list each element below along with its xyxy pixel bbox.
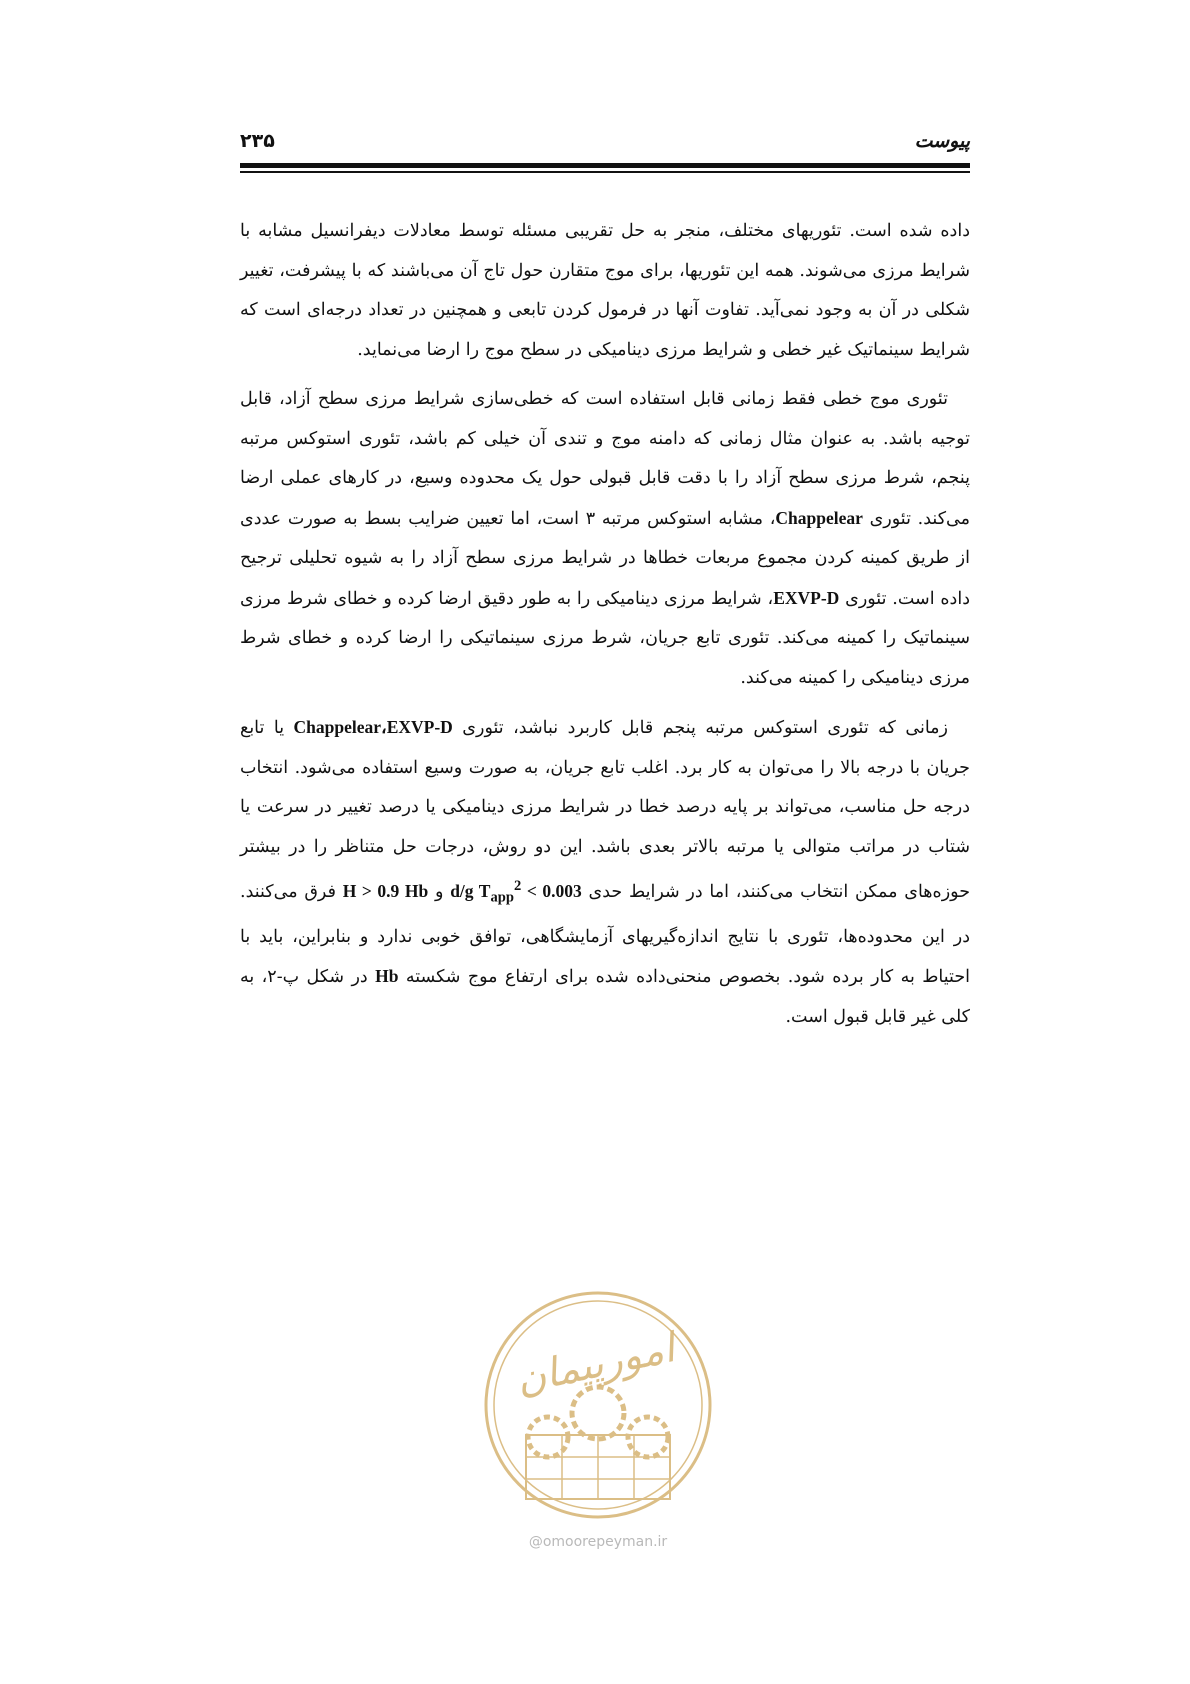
paragraph-3-text-d: فرق می‌کنند. در این محدوده‌ها، تئوری با نتایج اندازه‌گیریهای آزمایشگاهی، توافق خوبی ندارد و بنابراین، باید با احتیاط به کار برده شود. بخصوص منحنی‌داده شده برای ارتفاع موج شکسته	[240, 881, 970, 988]
paragraph-2	[240, 380, 970, 698]
paragraph-2-text-a: تئوری موج خطی فقط زمانی قابل استفاده است که خطی‌سازی شرایط مرزی سطح آزاد، قابل توجیه باشد. به عنوان مثال زمانی که دامنه موج و تندی آن خیلی کم باشد، تئوری استوکس مرتبه پنجم، شرط مرزی سطح آزاد را با دقت قابل قبولی حول یک محدوده وسیع، در کارهای عملی ارضا می‌کند. تئوری	[240, 389, 970, 529]
paragraph-3-text-c: و	[428, 881, 451, 902]
header-rule-thick	[240, 163, 970, 168]
paragraph-2-text-c: ، شرایط مرزی دینامیکی را به طور دقیق ارضا کرده و خطای شرط مرزی سینماتیک را کمینه می‌کند. تئوری تابع جریان، شرط مرزی سینماتیکی را ارضا کرده و خطای شرط مرزی دینامیکی را کمینه می‌کند.	[240, 588, 970, 688]
page-header	[240, 128, 970, 154]
running-title: پیوست	[914, 130, 970, 152]
paragraph-3-text-a: زمانی که تئوری استوکس مرتبه پنجم قابل کاربرد نباشد، تئوری	[452, 718, 948, 738]
term-exvp-d: EXVP-D	[386, 717, 453, 737]
formula-1-sub: app	[490, 889, 514, 906]
paragraph-3	[240, 708, 970, 1037]
watermark-seal	[478, 1285, 718, 1525]
body-text	[240, 212, 970, 1047]
paragraph-1-text: داده شده است. تئوریهای مختلف، منجر به حل تقریبی مسئله توسط معادلات دیفرانسیل مشابه با شرایط مرزی می‌شوند. همه این تئوریها، برای موج متقارن حول تاج آن می‌باشند که با پیشرفت، تغییر شکلی در آن به وجود نمی‌آید. تفاوت آنها در فرمول کردن تابعی و همچنین در تعداد درجه‌ای است که شرایط سینماتیک غیر خطی و شرایط مرزی دینامیکی در سطح موج را ارضا می‌نماید.	[240, 221, 970, 360]
term-hb: Hb	[375, 966, 399, 987]
paragraph-3-text-b: یا تابع جریان با درجه بالا را می‌توان به کار برد. اغلب تابع جریان، به صورت وسیع استفاده می‌شود. انتخاب درجه حل مناسب، می‌تواند بر پایه درصد خطا در شرایط مرزی دینامیکی یا درصد تغییر در سرعت یا شتاب در مراتب متوالی یا مرتبه بالاتر بعدی باشد. این دو روش، درجات حل متناظر را در بیشتر حوزه‌های ممکن انتخاب می‌کنند، اما در شرایط حدی	[240, 718, 971, 902]
page-number: ۲۳۵	[240, 130, 275, 152]
formula-depth-ratio	[450, 878, 582, 906]
formula-wave-height: H > 0.9 Hb	[342, 880, 429, 901]
paragraph-1	[240, 212, 970, 370]
watermark-url: @omoorepeyman.ir	[528, 1534, 668, 1550]
term-chappelear: Chappelear	[775, 507, 863, 528]
paragraph-2-text-b: ، مشابه استوکس مرتبه ۳ است، اما تعیین ضرایب بسط به صورت عددی از طریق کمینه کردن مجموع مربعات خطاها در شرایط مرزی سطح آزاد را به شیوه تحلیلی ترجیح داده است. تئوری	[240, 508, 970, 609]
term-separator: ،	[381, 717, 387, 737]
formula-1-tail: < 0.003	[521, 880, 582, 901]
term-exvp-d: EXVP-D	[773, 587, 840, 608]
term-pair	[294, 717, 453, 737]
paragraph-3-text-e: در شکل پ-۲، به کلی غیر قابل قبول است.	[240, 967, 970, 1027]
term-chappelear: Chappelear	[293, 717, 382, 737]
seal-lettering: امورپیمان	[512, 1325, 679, 1404]
header-rule-thin	[240, 171, 970, 173]
formula-1-main: d/g T	[450, 880, 491, 901]
formula-1-sup: 2	[514, 878, 522, 894]
